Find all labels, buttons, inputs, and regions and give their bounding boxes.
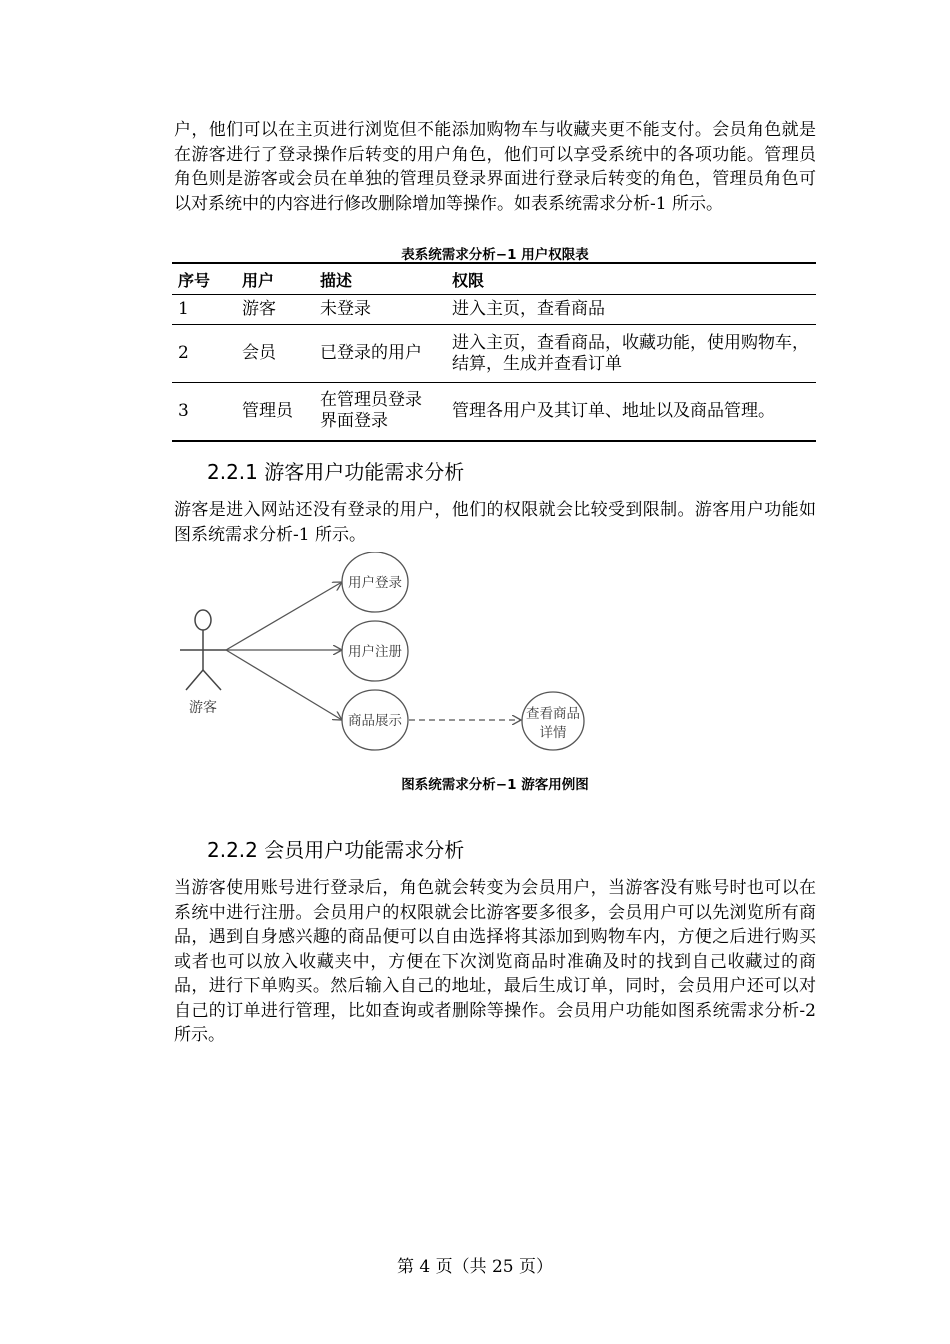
cell-permission: 管理各用户及其订单、地址以及商品管理。 — [446, 383, 816, 441]
use-case-diagram — [172, 552, 622, 752]
cell-index: 1 — [172, 295, 236, 325]
use-case-login-label: 用户登录 — [348, 575, 402, 591]
table-row — [172, 295, 816, 325]
cell-user: 游客 — [236, 295, 314, 325]
association-browse — [226, 650, 342, 720]
cell-index: 3 — [172, 383, 236, 441]
cell-permission: 进入主页，查看商品 — [446, 295, 816, 325]
use-case-browse-label: 商品展示 — [348, 713, 402, 729]
table-header-row — [172, 263, 816, 295]
actor-figure — [180, 610, 226, 690]
page-footer: 第 4 页（共 25 页） — [396, 1257, 554, 1277]
table-row — [172, 325, 816, 383]
cell-user: 会员 — [236, 325, 314, 383]
actor-head — [195, 610, 211, 630]
cell-description: 未登录 — [314, 295, 446, 325]
cell-index: 2 — [172, 325, 236, 383]
actor-right-leg — [203, 670, 221, 690]
table-row — [172, 383, 816, 441]
permission-table — [172, 262, 816, 442]
section-heading-member: 2.2.2 会员用户功能需求分析 — [207, 838, 465, 862]
actor-left-leg — [186, 670, 203, 690]
cell-description: 在管理员登录界面登录 — [314, 383, 446, 441]
use-case-register-label: 用户注册 — [348, 644, 402, 660]
col-header-permission: 权限 — [446, 263, 816, 295]
figure-caption: 图系统需求分析−1 游客用例图 — [401, 777, 589, 793]
intro-paragraph: 户，他们可以在主页进行浏览但不能添加购物车与收藏夹更不能支付。会员角色就是在游客进行了登录操作后转变的用户角色，他们可以享受系统中的各项功能。管理员角色则是游客或会员在单独的管理员登录界面进行登录后转变的角色，管理员角色可以对系统中的内容进行修改删除增加等操作。如表系统需求分析-1 所示。 — [174, 120, 816, 214]
use-case-detail-label-line2: 详情 — [539, 725, 567, 741]
member-paragraph: 当游客使用账号进行登录后，角色就会转变为会员用户，当游客没有账号时也可以在系统中进行注册。会员用户的权限就会比游客要多很多，会员用户可以先浏览所有商品，遇到自身感兴趣的商品便可以自由选择将其添加到购物车内，方便之后进行购买或者也可以放入收藏夹中，方便在下次浏览商品时准确及时的找到自己收藏过的商品，进行下单购买。然后输入自己的地址，最后生成订单，同时，会员用户还可以对自己的订单进行管理，比如查询或者删除等操作。会员用户功能如图系统需求分析-2 所示。 — [174, 878, 816, 1045]
col-header-description: 描述 — [314, 263, 446, 295]
use-case-detail-label-line1: 查看商品 — [526, 706, 580, 722]
association-login — [226, 582, 342, 650]
cell-permission: 进入主页，查看商品，收藏功能，使用购物车，结算，生成并查看订单 — [446, 325, 816, 383]
col-header-index: 序号 — [172, 263, 236, 295]
actor-label: 游客 — [189, 700, 217, 716]
col-header-user: 用户 — [236, 263, 314, 295]
section-heading-visitor: 2.2.1 游客用户功能需求分析 — [207, 460, 465, 484]
visitor-paragraph: 游客是进入网站还没有登录的用户，他们的权限就会比较受到限制。游客用户功能如图系统需求分析-1 所示。 — [174, 500, 816, 545]
table-caption: 表系统需求分析−1 用户权限表 — [401, 247, 589, 263]
cell-user: 管理员 — [236, 383, 314, 441]
cell-description: 已登录的用户 — [314, 325, 446, 383]
